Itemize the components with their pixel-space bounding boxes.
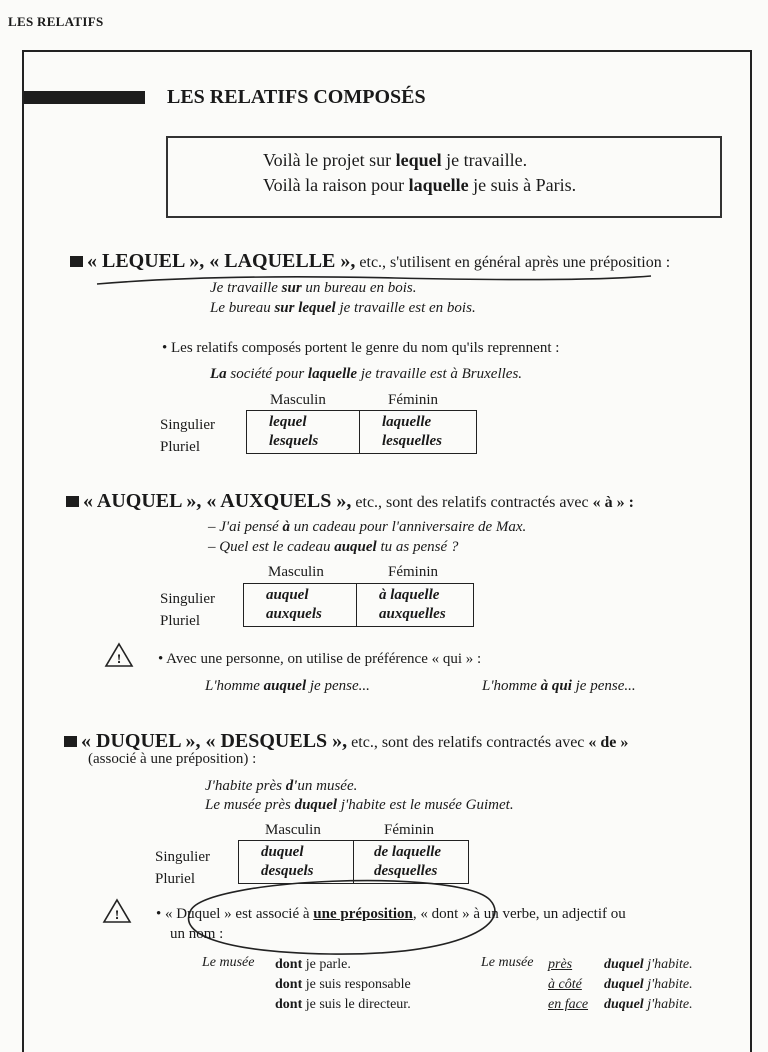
duquel-examples-subject: Le musée [481,955,534,970]
svg-text:!: ! [114,907,120,922]
rule-2-heading: « AUQUEL », « AUXQUELS », etc., sont des relatifs contractés avec « à » : [66,490,634,513]
running-head: LES RELATIFS [8,14,104,29]
rule-3-example-1: J'habite près d'un musée. [205,778,358,794]
example-line-1: Voilà le projet sur lequel je travaille. [263,150,528,170]
table-2 [243,583,474,627]
rule-3-heading: « DUQUEL », « DESQUELS », etc., sont des relatifs contractés avec « de » [64,730,628,753]
section-title: LES RELATIFS COMPOSÉS [167,86,426,108]
example-line-2: Voilà la raison pour laquelle je suis à Paris. [263,175,577,195]
dont-examples [275,955,411,1015]
table-3-feminin-cell: de laquelle desquelles [354,841,469,884]
table-1-row-labels: Singulier Pluriel [160,417,215,455]
table-1-col-feminin: Féminin [388,392,439,408]
rule-2-warning: • Avec une personne, on utilise de préférence « qui » : [158,651,482,667]
table-3-col-masculin: Masculin [265,822,321,838]
table-2-row-labels: Singulier Pluriel [160,591,215,629]
table-1-col-masculin: Masculin [270,392,326,408]
duquel-example-row: à côté duquel j'habite. [548,977,693,992]
rule-1-example-1: Je travaille sur un bureau en bois. [210,280,417,296]
table-2-col-feminin: Féminin [388,564,439,580]
duquel-example-row: près duquel j'habite. [548,957,693,972]
table-3-row-labels: Singulier Pluriel [155,849,210,887]
table-2-feminin-cell: à laquelle auxquelles [357,584,474,627]
table-3-masculin-cell: duquel desquels [239,841,354,884]
rule-3-example-2: Le musée près duquel j'habite est le musée Guimet. [205,797,514,813]
table-3-col-feminin: Féminin [384,822,435,838]
rule-1-point: • Les relatifs composés portent le genre du nom qu'ils reprennent : [162,340,560,356]
table-2-col-masculin: Masculin [268,564,324,580]
rule-2-warning-example-1: L'homme auquel je pense... [205,678,370,694]
title-bar-decoration [24,91,145,104]
rule-3-warning-line-2: un nom : [170,926,224,942]
rule-2-example-1: – J'ai pensé à un cadeau pour l'anniversaire de Max. [208,519,527,535]
table-2-masculin-cell: auquel auxquels [244,584,357,627]
rule-3-warning-line-1: • « Duquel » est associé à une préposition, « dont » à un verbe, un adjectif ou [156,906,626,922]
dont-examples-subject: Le musée [202,955,255,970]
rule-1-example-2: Le bureau sur lequel je travaille est en bois. [210,300,476,316]
dont-example-row: dont je suis responsable [275,977,411,992]
warning-icon [104,642,134,668]
rule-2-example-2: – Quel est le cadeau auquel tu as pensé ? [208,539,459,555]
table-1 [246,410,477,454]
table-1-feminin-cell: laquelle lesquelles [360,411,477,454]
table-1-masculin-cell: lequel lesquels [247,411,360,454]
dont-example-row: dont je parle. [275,957,351,972]
warning-icon [102,898,132,924]
square-bullet-icon [64,736,77,747]
example-box [166,136,722,218]
duquel-examples [548,955,693,1015]
dont-example-row: dont je suis le directeur. [275,997,411,1012]
square-bullet-icon [70,256,83,267]
rule-3-heading-line-2: (associé à une préposition) : [88,751,257,767]
rule-1-point-example: La société pour laquelle je travaille est à Bruxelles. [210,366,523,382]
square-bullet-icon [66,496,79,507]
svg-text:!: ! [116,651,122,666]
duquel-example-row: en face duquel j'habite. [548,997,693,1012]
rule-2-warning-example-2: L'homme à qui je pense... [482,678,636,694]
rule-1-heading: « LEQUEL », « LAQUELLE », etc., s'utilisent en général après une préposition : [70,250,670,273]
